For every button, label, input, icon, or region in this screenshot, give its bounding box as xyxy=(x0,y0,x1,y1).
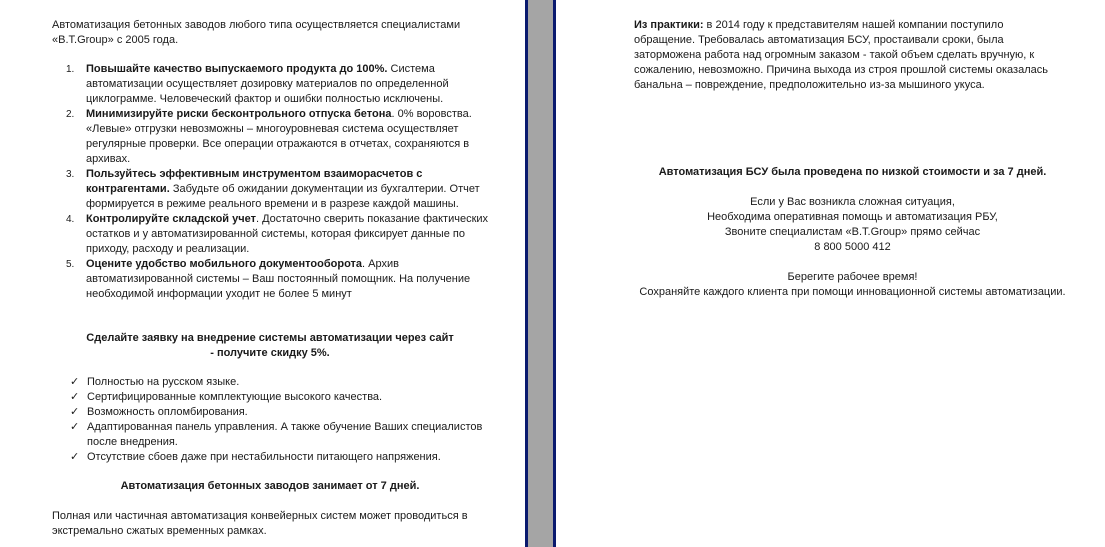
item-number: 3. xyxy=(66,169,75,180)
closing-line-1: Берегите рабочее время! xyxy=(787,271,918,283)
item-lead: Контролируйте складской учет xyxy=(86,213,256,225)
benefit-item-2 xyxy=(66,107,496,167)
check-icon: ✓ xyxy=(70,376,80,388)
item-lead: Минимизируйте риски бесконтрольного отпуска бетона xyxy=(86,108,392,120)
check-icon: ✓ xyxy=(70,406,80,418)
benefit-item-5 xyxy=(66,257,496,302)
item-number: 1. xyxy=(66,64,75,75)
item-text: Система автоматизации осуществляет дозировку материалов по определенной циклограмме. Человеческий фактор и ошибки полностью исключены. xyxy=(86,63,449,105)
item-text: . Архив автоматизированной системы – Ваш постоянный помощник. На получение необходимой информации уходит не более 5 минут xyxy=(86,258,471,300)
practice-text: в 2014 году к представителям нашей компании поступило обращение. Требовалась автоматизация БСУ, простаивали сроки, была заторможена работа над огромным заказом - такой объем сделать вручную, к сожалению, невозможно. Причина выхода из строя прошлой системы оказалась банальна – повреждение, предположительно из-за мышиного укуса. xyxy=(634,19,1048,91)
check-text: Сертифицированные комплектующие высокого качества. xyxy=(87,391,383,403)
closing-line-2: Сохраняйте каждого клиента при помощи инновационной системы автоматизации. xyxy=(639,286,1066,298)
practice-label: Из практики: xyxy=(634,19,704,31)
contact-line-1: Если у Вас возникла сложная ситуация, xyxy=(750,196,955,208)
check-item-5 xyxy=(70,450,490,465)
contact-block xyxy=(600,195,1105,300)
item-number: 5. xyxy=(66,259,75,270)
check-item-3 xyxy=(70,405,490,420)
check-text: Отсутствие сбоев даже при нестабильности питающего напряжения. xyxy=(87,451,441,463)
spacer xyxy=(600,255,1105,270)
benefit-item-4 xyxy=(66,212,496,257)
cta-line-2: - получите скидку 5%. xyxy=(210,347,330,359)
check-icon: ✓ xyxy=(70,421,80,433)
page-gutter xyxy=(525,0,556,547)
item-lead: Оцените удобство мобильного документооборота xyxy=(86,258,363,270)
check-icon: ✓ xyxy=(70,451,80,463)
phone-number: 8 800 5000 412 xyxy=(814,241,891,253)
contact-line-3: Звоните специалистам «B.T.Group» прямо сейчас xyxy=(724,226,981,238)
contact-line-2: Необходима оперативная помощь и автоматизация РБУ, xyxy=(707,211,998,223)
check-text: Адаптированная панель управления. А также обучение Ваших специалистов после внедрения. xyxy=(87,421,483,448)
left-page xyxy=(0,0,525,547)
check-item-4 xyxy=(70,420,490,450)
item-text: . Достаточно сверить показание фактических остатков и у автоматизированной системы, которая фиксирует данные по приходу, расходу и реализации. xyxy=(86,213,489,255)
outro-paragraph: Полная или частичная автоматизация конвейерных систем может проводиться в экстремально сжатых временных рамках. xyxy=(52,510,468,537)
check-text: Полностью на русском языке. xyxy=(87,376,240,388)
benefits-list xyxy=(66,62,496,302)
item-text: Забудьте об ожидании документации из бухгалтерии. Отчет формируется в режиме реального времени и в разрезе каждой машины. xyxy=(86,183,480,210)
page-edge-left xyxy=(525,0,528,547)
item-text: . 0% воровства. «Левые» отгрузки невозможны – многоуровневая система осуществляет регулярные проверки. Все операции отражаются в отчетах, сохраняются в архивах. xyxy=(86,108,472,165)
intro-paragraph: Автоматизация бетонных заводов любого типа осуществляется специалистами «B.T.Group» с 2005 года. xyxy=(52,19,461,46)
benefit-item-3 xyxy=(66,167,496,212)
check-item-1 xyxy=(70,375,490,390)
item-number: 4. xyxy=(66,214,75,225)
item-number: 2. xyxy=(66,109,75,120)
features-checklist xyxy=(70,375,490,465)
discount-call-to-action xyxy=(70,331,470,361)
low-cost-heading: Автоматизация БСУ была проведена по низкой стоимости и за 7 дней. xyxy=(658,166,1047,178)
cta-line-1: Сделайте заявку на внедрение системы автоматизации через сайт xyxy=(86,332,454,344)
check-icon: ✓ xyxy=(70,391,80,403)
benefit-item-1 xyxy=(66,62,496,107)
duration-heading: Автоматизация бетонных заводов занимает от 7 дней. xyxy=(120,480,420,492)
practice-paragraph xyxy=(634,18,1054,93)
check-item-2 xyxy=(70,390,490,405)
check-text: Возможность опломбирования. xyxy=(87,406,248,418)
item-lead: Повышайте качество выпускаемого продукта до 100%. xyxy=(86,63,388,75)
item-lead: Пользуйтесь эффективным инструментом взаиморасчетов с контрагентами. xyxy=(86,168,423,195)
